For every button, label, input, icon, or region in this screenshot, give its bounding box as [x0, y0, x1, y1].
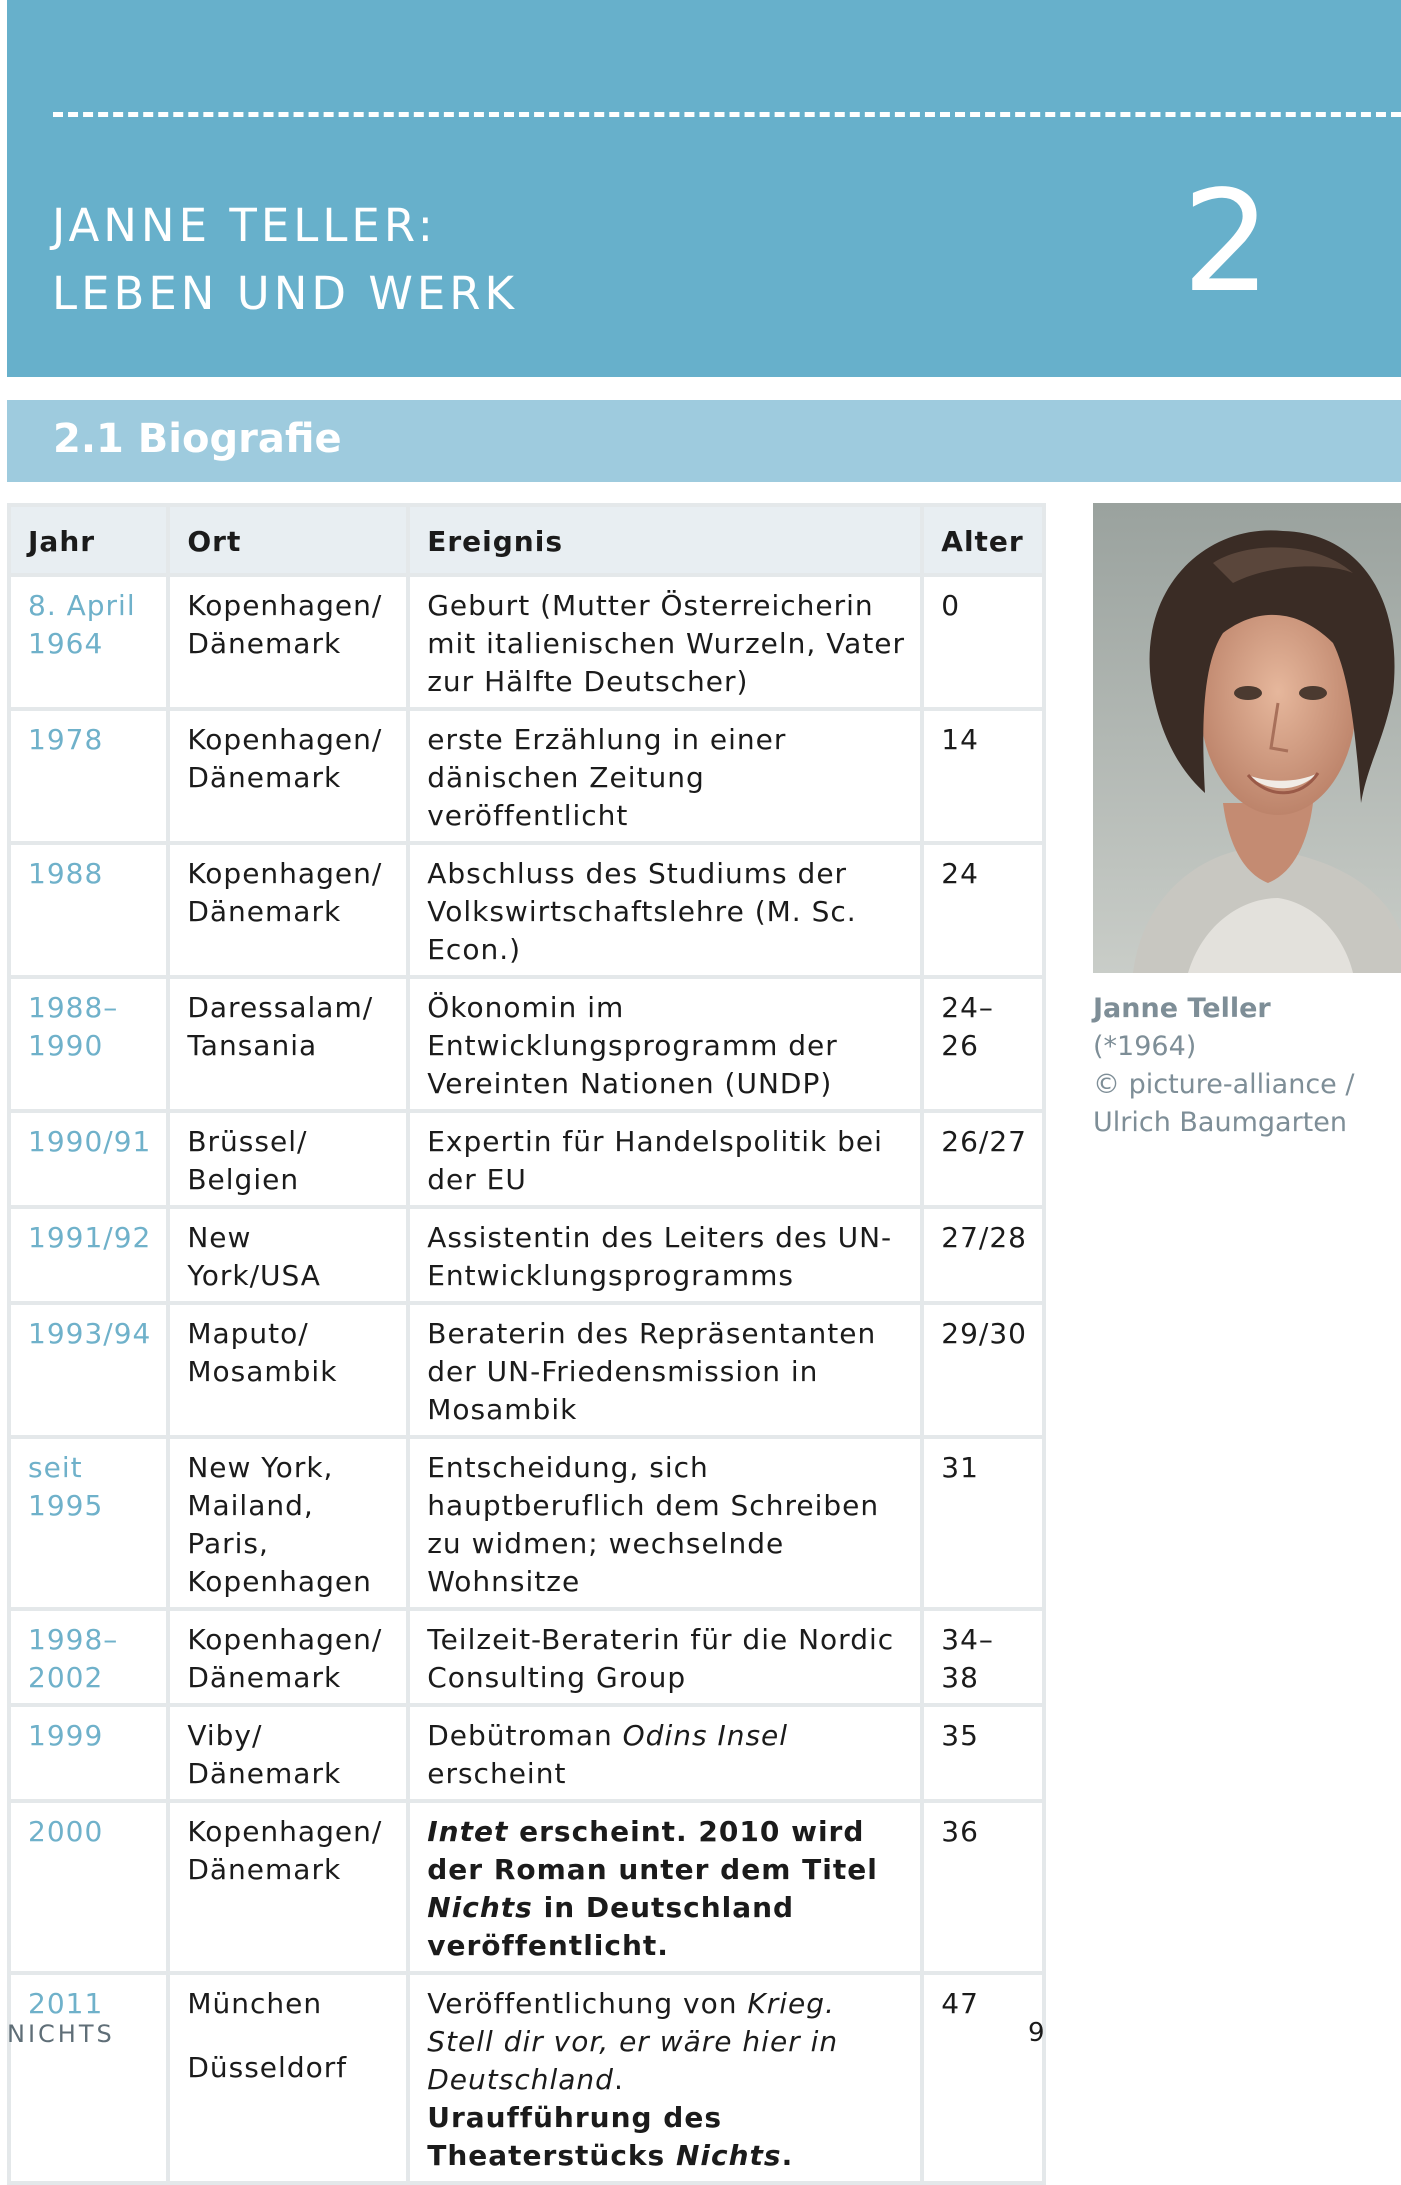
chapter-number: 2 [1182, 161, 1272, 324]
row-event: Entscheidung, sich hauptberuflich dem Schreiben zu widmen; wechselnde Wohnsitze [408, 1437, 922, 1609]
row-event: erste Erzählung in einer dänischen Zeitung veröffentlicht [408, 709, 922, 843]
header-event: Ereignis [408, 505, 922, 575]
row-event: Expertin für Handelspolitik bei der EU [408, 1111, 922, 1207]
table-row [9, 1303, 1044, 1437]
book-title: Odins Insel [622, 1719, 789, 1752]
place-line: Dänemark [187, 895, 342, 928]
event-text: erscheint. 2010 wird der Roman unter dem Titel [427, 1815, 878, 1886]
row-age: 29/30 [922, 1303, 1044, 1437]
row-place [168, 977, 408, 1111]
year-line: 1988– [28, 991, 119, 1024]
place-line: Kopenhagen/ [187, 589, 383, 622]
event-text: . [781, 2139, 794, 2172]
page-number: 9 [1028, 2018, 1045, 2048]
row-year [9, 1111, 168, 1207]
row-year [9, 843, 168, 977]
row-event [408, 1705, 922, 1801]
place-line: Mosambik [187, 1355, 338, 1388]
row-place [168, 843, 408, 977]
row-year [9, 1609, 168, 1705]
row-year [9, 709, 168, 843]
place-line: Maputo/ [187, 1317, 309, 1350]
place-line: Dänemark [187, 1661, 342, 1694]
year-line: 1990 [28, 1029, 104, 1062]
year-line: 1999 [28, 1719, 104, 1752]
event-text: in Deutschland veröffentlicht. [427, 1891, 795, 1962]
row-event: Assistentin des Leiters des UN-Entwicklungsprogramms [408, 1207, 922, 1303]
row-event: Abschluss des Studiums der Volkswirtschaftslehre (M. Sc. Econ.) [408, 843, 922, 977]
row-place [168, 575, 408, 709]
row-year [9, 977, 168, 1111]
year-line: 2002 [28, 1661, 104, 1694]
table-row [9, 709, 1044, 843]
row-place [168, 1609, 408, 1705]
place-line: Mailand, Paris, [187, 1489, 314, 1560]
book-title: Nichts [675, 2139, 782, 2172]
chapter-title-line2: LEBEN UND WERK [52, 267, 519, 320]
place-line: Daressalam/ [187, 991, 374, 1024]
row-year [9, 1303, 168, 1437]
table-row [9, 1609, 1044, 1705]
row-place [168, 1111, 408, 1207]
caption-birth: (*1964) [1093, 1031, 1197, 1062]
year-line: 1993/94 [28, 1317, 152, 1350]
chapter-title [52, 192, 518, 328]
place-line: Dänemark [187, 627, 342, 660]
biography-table [7, 503, 1046, 2185]
place-line: Kopenhagen/ [187, 1815, 383, 1848]
row-age: 14 [922, 709, 1044, 843]
footer-book-title: NICHTS [7, 2020, 115, 2048]
event-text: Veröffentlichung von [427, 1987, 748, 2020]
table-row [9, 575, 1044, 709]
table-row [9, 1437, 1044, 1609]
place-line: München [187, 1987, 323, 2020]
place-line: Tansania [187, 1029, 318, 1062]
year-line: 2011 [28, 1987, 104, 2020]
year-line: 1995 [28, 1489, 104, 1522]
row-event [408, 1973, 922, 2183]
event-text: Uraufführung des Theaterstücks [427, 2101, 723, 2172]
row-age: 26/27 [922, 1111, 1044, 1207]
section-title: 2.1 Biografie [53, 416, 342, 462]
table-row [9, 1111, 1044, 1207]
caption-credit: © picture-alliance / [1093, 1069, 1355, 1100]
year-line: 2000 [28, 1815, 104, 1848]
row-place [168, 709, 408, 843]
book-title: Nichts [427, 1891, 533, 1924]
place-line: Brüssel/ [187, 1125, 308, 1158]
row-age: 35 [922, 1705, 1044, 1801]
year-line: 1988 [28, 857, 104, 890]
table-header-row [9, 505, 1044, 575]
photo-caption [1093, 990, 1354, 1142]
event-text: erscheint [427, 1757, 567, 1790]
header-age: Alter [922, 505, 1044, 575]
place-line: Düsseldorf [187, 2051, 348, 2084]
spacer [187, 2023, 391, 2049]
row-year [9, 1973, 168, 2183]
book-title: Intet [427, 1815, 509, 1848]
row-year [9, 1207, 168, 1303]
table-row [9, 1705, 1044, 1801]
chapter-title-line1: JANNE TELLER: [52, 199, 437, 252]
table-row [9, 843, 1044, 977]
year-line: 1991/92 [28, 1221, 152, 1254]
caption-credit: Ulrich Baumgarten [1093, 1107, 1347, 1138]
header-place: Ort [168, 505, 408, 575]
row-age: 36 [922, 1801, 1044, 1973]
table-row [9, 1973, 1044, 2183]
chapter-header [7, 0, 1401, 377]
row-event: Beraterin des Repräsentanten der UN-Friedensmission in Mosambik [408, 1303, 922, 1437]
place-line: Dänemark [187, 1853, 342, 1886]
place-line: Kopenhagen/ [187, 723, 383, 756]
header-year: Jahr [9, 505, 168, 575]
row-year [9, 1801, 168, 1973]
dashed-divider [53, 112, 1401, 117]
row-year [9, 575, 168, 709]
row-age: 0 [922, 575, 1044, 709]
portrait-image [1093, 503, 1401, 973]
event-text: . [613, 2063, 624, 2096]
row-event: Geburt (Mutter Österreicherin mit italienischen Wurzeln, Vater zur Hälfte Deutscher) [408, 575, 922, 709]
place-line: Dänemark [187, 761, 342, 794]
row-place [168, 1973, 408, 2183]
place-line: New York/USA [187, 1221, 321, 1292]
year-line: 8. April [28, 589, 136, 622]
row-age: 31 [922, 1437, 1044, 1609]
year-line: 1964 [28, 627, 104, 660]
section-header [7, 400, 1401, 482]
year-line: 1998– [28, 1623, 119, 1656]
table-row [9, 977, 1044, 1111]
place-line: Kopenhagen/ [187, 857, 383, 890]
row-place [168, 1801, 408, 1973]
place-line: Kopenhagen/ [187, 1623, 383, 1656]
row-age: 24–26 [922, 977, 1044, 1111]
row-place [168, 1303, 408, 1437]
book-title: Krieg. Stell dir vor, er wäre hier in Deutschland [427, 1987, 839, 2096]
row-age: 24 [922, 843, 1044, 977]
place-line: Dänemark [187, 1757, 342, 1790]
row-year [9, 1437, 168, 1609]
table-row [9, 1207, 1044, 1303]
row-event: Teilzeit-Beraterin für die Nordic Consulting Group [408, 1609, 922, 1705]
row-event: Ökonomin im Entwicklungsprogramm der Vereinten Nationen (UNDP) [408, 977, 922, 1111]
row-age: 47 [922, 1973, 1044, 2183]
year-line: seit [28, 1451, 83, 1484]
row-event [408, 1801, 922, 1973]
row-place [168, 1437, 408, 1609]
row-age: 27/28 [922, 1207, 1044, 1303]
place-line: New York, [187, 1451, 334, 1484]
caption-name: Janne Teller [1093, 993, 1271, 1024]
year-line: 1990/91 [28, 1125, 152, 1158]
place-line: Viby/ [187, 1719, 263, 1752]
row-place [168, 1207, 408, 1303]
row-place [168, 1705, 408, 1801]
place-line: Belgien [187, 1163, 300, 1196]
table-row [9, 1801, 1044, 1973]
place-line: Kopenhagen [187, 1565, 372, 1598]
row-year [9, 1705, 168, 1801]
year-line: 1978 [28, 723, 104, 756]
portrait-photo [1093, 503, 1401, 973]
row-age: 34–38 [922, 1609, 1044, 1705]
event-text: Debütroman [427, 1719, 623, 1752]
